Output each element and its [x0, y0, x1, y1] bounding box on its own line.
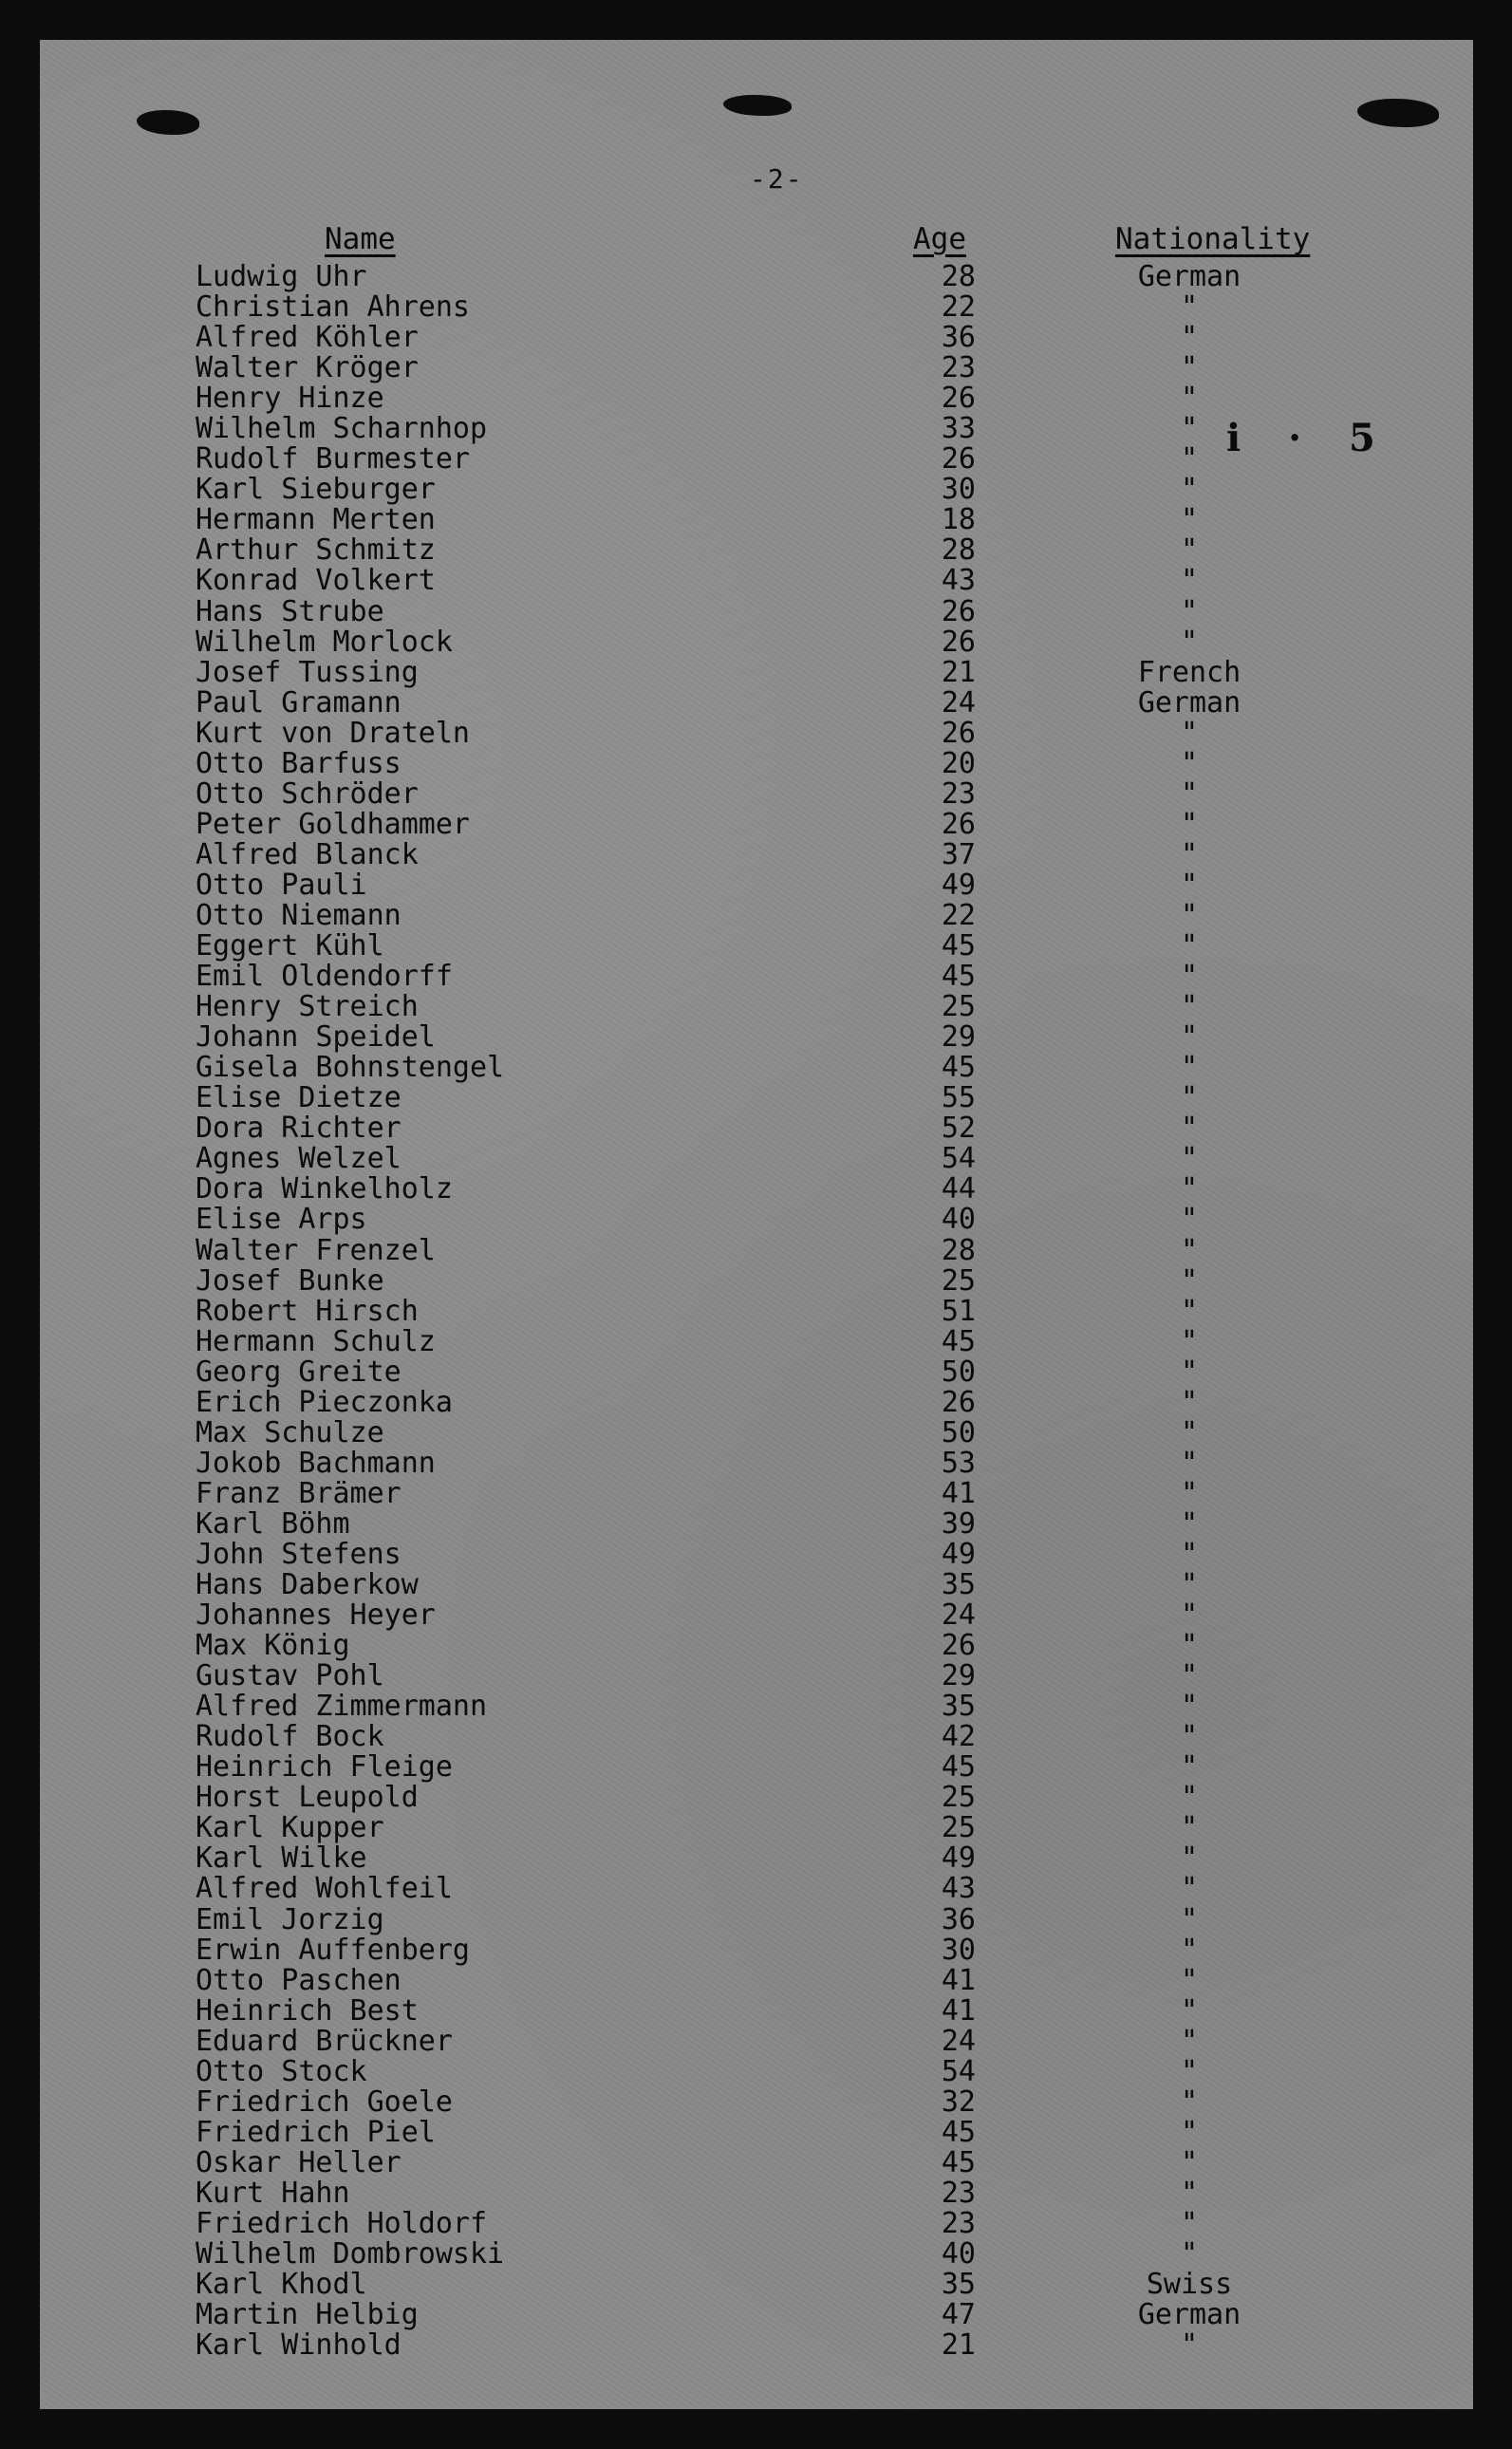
nationality-cell: ": [1180, 1020, 1199, 1055]
list-row: [40, 1902, 1473, 1936]
column-header-name: Name: [325, 222, 396, 256]
age-cell: 25: [941, 1811, 976, 1845]
list-row: [40, 566, 1473, 596]
nationality-cell: ": [1180, 1933, 1199, 1967]
list-row: [40, 746, 1473, 780]
age-cell: 42: [941, 1720, 976, 1754]
age-cell: 22: [941, 898, 976, 932]
nationality-cell: ": [1180, 1081, 1199, 1115]
age-cell: 45: [941, 2145, 976, 2179]
age-cell: 30: [941, 473, 976, 507]
age-cell: 23: [941, 2176, 976, 2210]
name-cell: Elise Dietze: [196, 1081, 401, 1115]
name-cell: Henry Streich: [196, 990, 419, 1024]
list-row: [40, 1570, 1473, 1600]
name-cell: Eduard Brückner: [196, 2024, 453, 2058]
list-row: [40, 1294, 1473, 1328]
age-cell: 18: [941, 503, 976, 537]
age-cell: 47: [941, 2298, 976, 2332]
nationality-cell: ": [1180, 290, 1199, 325]
age-cell: 49: [941, 1537, 976, 1571]
nationality-cell: ": [1180, 1112, 1199, 1146]
list-row: [40, 1415, 1473, 1449]
nationality-cell: ": [1180, 898, 1199, 932]
name-cell: Agnes Welzel: [196, 1142, 401, 1176]
nationality-cell: ": [1180, 990, 1199, 1024]
list-row: [40, 1813, 1473, 1843]
name-cell: Friedrich Goele: [196, 2084, 453, 2119]
name-cell: Otto Niemann: [196, 898, 401, 932]
nationality-cell: ": [1180, 1598, 1199, 1633]
list-row: [40, 807, 1473, 841]
age-cell: 30: [941, 1933, 976, 1967]
nationality-cell: ": [1180, 1963, 1199, 1997]
nationality-cell: ": [1180, 351, 1199, 385]
name-cell: Dora Richter: [196, 1112, 401, 1146]
age-cell: 40: [941, 1203, 976, 1237]
age-cell: 41: [941, 1993, 976, 2028]
name-cell: Hans Daberkow: [196, 1568, 419, 1602]
list-row: [40, 2178, 1473, 2209]
list-row: [40, 1263, 1473, 1298]
punch-hole-left: [137, 110, 199, 135]
list-row: [40, 1205, 1473, 1235]
nationality-cell: ": [1180, 1263, 1199, 1298]
nationality-cell: ": [1180, 1750, 1199, 1785]
name-cell: Karl Khodl: [196, 2268, 367, 2302]
name-cell: Wilhelm Dombrowski: [196, 2237, 505, 2271]
name-cell: Kurt von Drateln: [196, 716, 470, 750]
list-row: [40, 1144, 1473, 1174]
name-cell: Wilhelm Morlock: [196, 625, 453, 659]
name-cell: Otto Pauli: [196, 868, 367, 902]
list-row: [40, 1357, 1473, 1388]
age-cell: 45: [941, 2115, 976, 2149]
nationality-cell: ": [1180, 2024, 1199, 2058]
name-cell: Karl Winhold: [196, 2328, 401, 2363]
age-cell: 29: [941, 1659, 976, 1693]
nationality-cell: ": [1180, 2237, 1199, 2271]
age-cell: 51: [941, 1294, 976, 1328]
name-cell: Walter Kröger: [196, 351, 419, 385]
name-cell: Otto Stock: [196, 2054, 367, 2088]
list-row: [40, 535, 1473, 566]
age-cell: 41: [941, 1963, 976, 1997]
name-cell: Robert Hirsch: [196, 1294, 419, 1328]
nationality-cell: ": [1180, 1446, 1199, 1480]
list-row: [40, 1506, 1473, 1541]
age-cell: 25: [941, 990, 976, 1024]
name-cell: Karl Wilke: [196, 1841, 367, 1876]
nationality-cell: ": [1180, 2145, 1199, 2179]
list-row: [40, 594, 1473, 628]
age-cell: 29: [941, 1020, 976, 1055]
name-cell: Hermann Merten: [196, 503, 436, 537]
age-cell: 35: [941, 1568, 976, 1602]
name-cell: Josef Tussing: [196, 655, 419, 689]
list-row: [40, 2330, 1473, 2361]
nationality-cell: ": [1180, 2176, 1199, 2210]
list-row: [40, 1600, 1473, 1631]
nationality-cell: ": [1180, 2207, 1199, 2240]
name-cell: Otto Schröder: [196, 776, 419, 811]
punch-hole-center: [723, 95, 792, 116]
age-cell: 24: [941, 2024, 976, 2058]
list-row: [40, 475, 1473, 505]
age-cell: 32: [941, 2084, 976, 2119]
nationality-cell: ": [1180, 1385, 1199, 1419]
age-cell: 50: [941, 1415, 976, 1449]
name-cell: Elise Arps: [196, 1203, 367, 1237]
nationality-cell: German: [1137, 260, 1241, 293]
name-cell: Alfred Zimmermann: [196, 1690, 488, 1724]
age-cell: 35: [941, 1690, 976, 1724]
list-row: [40, 2239, 1473, 2270]
list-row: [40, 262, 1473, 292]
nationality-cell: ": [1180, 1415, 1199, 1449]
name-cell: Hermann Schulz: [196, 1324, 436, 1358]
age-cell: 21: [941, 2328, 976, 2363]
name-cell: Emil Jorzig: [196, 1902, 384, 1936]
name-cell: Erich Pieczonka: [196, 1385, 453, 1419]
nationality-cell: ": [1180, 564, 1199, 598]
name-cell: Karl Sieburger: [196, 473, 436, 507]
passenger-list: [40, 262, 1473, 2361]
list-row: [40, 1537, 1473, 1571]
nationality-cell: ": [1180, 1142, 1199, 1176]
list-row: [40, 1476, 1473, 1510]
name-cell: Heinrich Best: [196, 1993, 419, 2028]
list-row: [40, 1783, 1473, 1813]
column-header-age: Age: [913, 222, 966, 256]
age-cell: 26: [941, 442, 976, 477]
age-cell: 45: [941, 1324, 976, 1358]
name-cell: John Stefens: [196, 1537, 401, 1571]
nationality-cell: ": [1180, 1172, 1199, 1206]
name-cell: Friedrich Piel: [196, 2115, 436, 2149]
name-cell: Arthur Schmitz: [196, 533, 436, 568]
list-row: [40, 1385, 1473, 1419]
list-row: [40, 898, 1473, 932]
list-row: [40, 2300, 1473, 2330]
nationality-cell: ": [1180, 2115, 1199, 2149]
name-cell: Eggert Kühl: [196, 929, 384, 963]
age-cell: 45: [941, 960, 976, 994]
name-cell: Konrad Volkert: [196, 564, 436, 598]
list-row: [40, 1752, 1473, 1783]
list-row: [40, 1324, 1473, 1358]
nationality-cell: ": [1180, 2084, 1199, 2119]
nationality-cell: German: [1137, 685, 1241, 720]
name-cell: Johannes Heyer: [196, 1598, 436, 1633]
age-cell: 40: [941, 2237, 976, 2271]
nationality-cell: ": [1180, 1659, 1199, 1693]
list-row: [40, 931, 1473, 962]
nationality-cell: ": [1180, 1355, 1199, 1389]
list-row: [40, 383, 1473, 414]
document-page: [40, 40, 1473, 2409]
age-cell: 43: [941, 1872, 976, 1906]
list-row: [40, 870, 1473, 901]
margin-annotation: i · 5: [1226, 416, 1392, 460]
age-cell: 55: [941, 1081, 976, 1115]
nationality-cell: ": [1180, 2054, 1199, 2088]
name-cell: Josef Bunke: [196, 1263, 384, 1298]
age-cell: 22: [941, 290, 976, 325]
list-row: [40, 1233, 1473, 1267]
list-row: [40, 1874, 1473, 1904]
age-cell: 50: [941, 1355, 976, 1389]
nationality-cell: German: [1137, 2298, 1241, 2332]
nationality-cell: ": [1180, 321, 1199, 355]
age-cell: 28: [941, 260, 976, 293]
list-row: [40, 1993, 1473, 2028]
age-cell: 49: [941, 1841, 976, 1876]
list-row: [40, 1631, 1473, 1661]
name-cell: Karl Kupper: [196, 1811, 384, 1845]
name-cell: Gisela Bohnstengel: [196, 1051, 505, 1085]
age-cell: 26: [941, 625, 976, 659]
age-cell: 41: [941, 1476, 976, 1510]
list-row: [40, 1083, 1473, 1113]
age-cell: 26: [941, 716, 976, 750]
age-cell: 23: [941, 776, 976, 811]
nationality-cell: ": [1180, 533, 1199, 568]
age-cell: 44: [941, 1172, 976, 1206]
list-row: [40, 1113, 1473, 1144]
age-cell: 28: [941, 1233, 976, 1267]
nationality-cell: ": [1180, 746, 1199, 780]
age-cell: 25: [941, 1781, 976, 1815]
list-row: [40, 323, 1473, 353]
age-cell: 26: [941, 1629, 976, 1663]
list-row: [40, 2145, 1473, 2179]
nationality-cell: ": [1180, 503, 1199, 537]
name-cell: Horst Leupold: [196, 1781, 419, 1815]
name-cell: Friedrich Holdorf: [196, 2207, 488, 2240]
age-cell: 21: [941, 655, 976, 689]
nationality-cell: ": [1180, 837, 1199, 871]
name-cell: Alfred Blanck: [196, 837, 419, 871]
age-cell: 26: [941, 382, 976, 416]
age-cell: 26: [941, 807, 976, 841]
name-cell: Peter Goldhammer: [196, 807, 470, 841]
nationality-cell: ": [1180, 2328, 1199, 2363]
list-row: [40, 1722, 1473, 1752]
nationality-cell: ": [1180, 1233, 1199, 1267]
list-row: [40, 962, 1473, 992]
name-cell: Rudolf Burmester: [196, 442, 470, 477]
punch-hole-right: [1357, 99, 1439, 127]
list-row: [40, 2024, 1473, 2058]
list-row: [40, 1843, 1473, 1874]
nationality-cell: ": [1180, 1811, 1199, 1845]
name-cell: Heinrich Fleige: [196, 1750, 453, 1785]
name-cell: Dora Winkelholz: [196, 1172, 453, 1206]
column-header-nationality: Nationality: [1115, 222, 1311, 256]
list-row: [40, 1174, 1473, 1205]
nationality-cell: ": [1180, 1841, 1199, 1876]
nationality-cell: ": [1180, 1872, 1199, 1906]
nationality-cell: ": [1180, 929, 1199, 963]
age-cell: 28: [941, 533, 976, 568]
nationality-cell: ": [1180, 1629, 1199, 1663]
age-cell: 24: [941, 685, 976, 720]
nationality-cell: ": [1180, 960, 1199, 994]
nationality-cell: ": [1180, 442, 1199, 477]
age-cell: 36: [941, 321, 976, 355]
nationality-cell: ": [1180, 1324, 1199, 1358]
age-cell: 33: [941, 412, 976, 446]
list-row: [40, 2209, 1473, 2239]
nationality-cell: ": [1180, 1506, 1199, 1541]
name-cell: Georg Greite: [196, 1355, 401, 1389]
name-cell: Walter Frenzel: [196, 1233, 436, 1267]
name-cell: Emil Oldendorff: [196, 960, 453, 994]
list-row: [40, 1692, 1473, 1722]
nationality-cell: ": [1180, 776, 1199, 811]
page-number: -2-: [750, 163, 804, 195]
age-cell: 23: [941, 2207, 976, 2240]
list-row: [40, 1446, 1473, 1480]
list-row: [40, 1022, 1473, 1053]
list-row: [40, 716, 1473, 750]
name-cell: Max Schulze: [196, 1415, 384, 1449]
nationality-cell: ": [1180, 1476, 1199, 1510]
age-cell: 54: [941, 2054, 976, 2088]
list-row: [40, 655, 1473, 689]
age-cell: 35: [941, 2268, 976, 2302]
nationality-cell: ": [1180, 1537, 1199, 1571]
age-cell: 26: [941, 1385, 976, 1419]
age-cell: 52: [941, 1112, 976, 1146]
age-cell: 37: [941, 837, 976, 871]
list-row: [40, 2084, 1473, 2119]
name-cell: Oskar Heller: [196, 2145, 401, 2179]
name-cell: Ludwig Uhr: [196, 260, 367, 293]
nationality-cell: ": [1180, 807, 1199, 841]
list-row: [40, 444, 1473, 475]
name-cell: Martin Helbig: [196, 2298, 419, 2332]
age-cell: 45: [941, 929, 976, 963]
name-cell: Kurt Hahn: [196, 2176, 350, 2210]
list-row: [40, 2054, 1473, 2088]
age-cell: 26: [941, 594, 976, 628]
nationality-cell: ": [1180, 412, 1199, 446]
age-cell: 43: [941, 564, 976, 598]
nationality-cell: ": [1180, 716, 1199, 750]
nationality-cell: ": [1180, 1294, 1199, 1328]
list-row: [40, 414, 1473, 444]
list-row: [40, 1963, 1473, 1997]
age-cell: 23: [941, 351, 976, 385]
age-cell: 49: [941, 868, 976, 902]
age-cell: 24: [941, 1598, 976, 1633]
nationality-cell: ": [1180, 1781, 1199, 1815]
nationality-cell: ": [1180, 1720, 1199, 1754]
list-row: [40, 1935, 1473, 1966]
nationality-cell: ": [1180, 594, 1199, 628]
list-row: [40, 627, 1473, 658]
list-row: [40, 2115, 1473, 2149]
nationality-cell: ": [1180, 1203, 1199, 1237]
age-cell: 39: [941, 1506, 976, 1541]
nationality-cell: ": [1180, 1690, 1199, 1724]
list-row: [40, 1053, 1473, 1083]
nationality-cell: ": [1180, 1902, 1199, 1936]
age-cell: 20: [941, 746, 976, 780]
name-cell: Johann Speidel: [196, 1020, 436, 1055]
list-row: [40, 292, 1473, 323]
nationality-cell: ": [1180, 382, 1199, 416]
list-row: [40, 353, 1473, 383]
age-cell: 36: [941, 1902, 976, 1936]
list-row: [40, 1661, 1473, 1692]
name-cell: Wilhelm Scharnhop: [196, 412, 488, 446]
nationality-cell: ": [1180, 625, 1199, 659]
nationality-cell: ": [1180, 473, 1199, 507]
nationality-cell: French: [1137, 655, 1241, 689]
name-cell: Gustav Pohl: [196, 1659, 384, 1693]
age-cell: 45: [941, 1051, 976, 1085]
nationality-cell: ": [1180, 868, 1199, 902]
list-row: [40, 992, 1473, 1022]
nationality-cell: ": [1180, 1993, 1199, 2028]
name-cell: Rudolf Bock: [196, 1720, 384, 1754]
name-cell: Franz Brämer: [196, 1476, 401, 1510]
name-cell: Christian Ahrens: [196, 290, 470, 325]
name-cell: Jokob Bachmann: [196, 1446, 436, 1480]
name-cell: Karl Böhm: [196, 1506, 350, 1541]
name-cell: Hans Strube: [196, 594, 384, 628]
nationality-cell: ": [1180, 1051, 1199, 1085]
name-cell: Otto Barfuss: [196, 746, 401, 780]
age-cell: 53: [941, 1446, 976, 1480]
nationality-cell: ": [1180, 1568, 1199, 1602]
name-cell: Otto Paschen: [196, 1963, 401, 1997]
list-row: [40, 776, 1473, 811]
age-cell: 25: [941, 1263, 976, 1298]
list-row: [40, 2270, 1473, 2300]
list-row: [40, 505, 1473, 535]
name-cell: Erwin Auffenberg: [196, 1933, 470, 1967]
name-cell: Alfred Wohlfeil: [196, 1872, 453, 1906]
name-cell: Henry Hinze: [196, 382, 384, 416]
name-cell: Paul Gramann: [196, 685, 401, 720]
name-cell: Max König: [196, 1629, 350, 1663]
name-cell: Alfred Köhler: [196, 321, 419, 355]
list-row: [40, 685, 1473, 720]
age-cell: 45: [941, 1750, 976, 1785]
nationality-cell: Swiss: [1146, 2268, 1233, 2302]
age-cell: 54: [941, 1142, 976, 1176]
list-row: [40, 837, 1473, 871]
